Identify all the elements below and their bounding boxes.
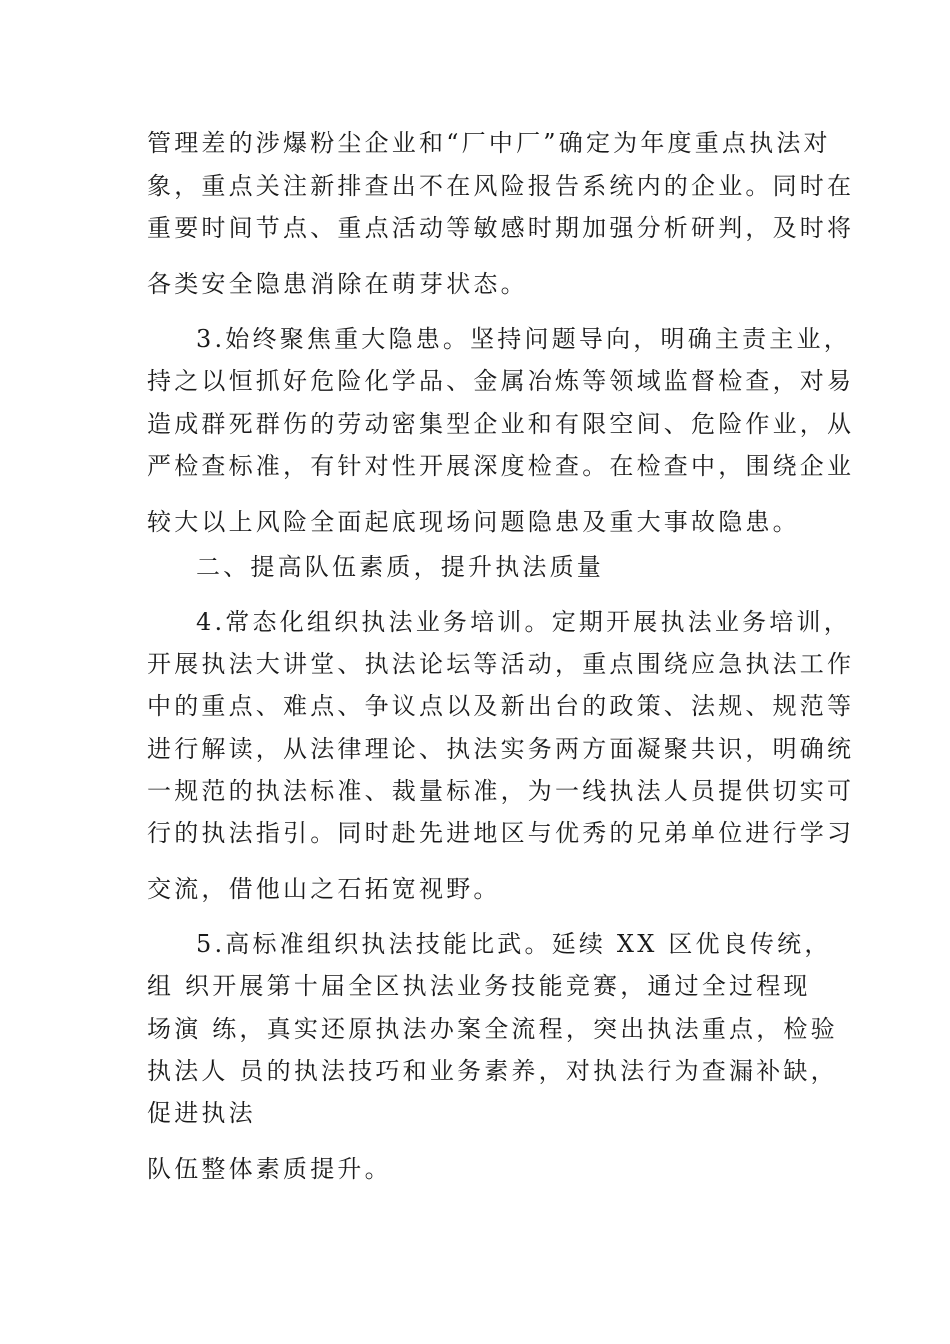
paragraph-line: 3.始终聚焦重大隐患。坚持问题导向，明确主责主业， bbox=[196, 325, 851, 353]
paragraph-line: 4.常态化组织执法业务培训。定期开展执法业务培训， bbox=[196, 608, 851, 636]
paragraph-line: 交流，借他山之石拓宽视野。 bbox=[147, 875, 501, 903]
paragraph-line: 重要时间节点、重点活动等敏感时期加强分析研判，及时将 bbox=[147, 214, 855, 242]
paragraph-line: 进行解读，从法律理论、执法实务两方面凝聚共识，明确统 bbox=[147, 735, 855, 763]
paragraph-line: 开展执法大讲堂、执法论坛等活动，重点围绕应急执法工作 bbox=[147, 650, 855, 678]
section-heading: 二、提高队伍素质，提升执法质量 bbox=[196, 553, 604, 581]
paragraph-line: 促进执法 bbox=[147, 1099, 256, 1127]
paragraph-line: 组 织开展第十届全区执法业务技能竞赛，通过全过程现 bbox=[147, 972, 811, 1000]
paragraph-line: 象，重点关注新排查出不在风险报告系统内的企业。同时在 bbox=[147, 172, 855, 200]
paragraph-line: 较大以上风险全面起底现场问题隐患及重大事故隐患。 bbox=[147, 508, 800, 536]
paragraph-line: 一规范的执法标准、裁量标准，为一线执法人员提供切实可 bbox=[147, 777, 855, 805]
paragraph-line: 各类安全隐患消除在萌芽状态。 bbox=[147, 270, 528, 298]
paragraph-line: 场演 练，真实还原执法办案全流程，突出执法重点，检验 bbox=[147, 1015, 838, 1043]
paragraph-line: 中的重点、难点、争议点以及新出台的政策、法规、规范等 bbox=[147, 692, 855, 720]
paragraph-line: 持之以恒抓好危险化学品、金属冶炼等领域监督检查，对易 bbox=[147, 367, 855, 395]
paragraph-line: 严检查标准，有针对性开展深度检查。在检查中，围绕企业 bbox=[147, 452, 855, 480]
paragraph-line: 造成群死群伤的劳动密集型企业和有限空间、危险作业，从 bbox=[147, 410, 855, 438]
paragraph-line: 管理差的涉爆粉尘企业和“厂中厂”确定为年度重点执法对 bbox=[147, 129, 831, 157]
paragraph-line: 队伍整体素质提升。 bbox=[147, 1155, 392, 1183]
paragraph-line: 执法人 员的执法技巧和业务素养，对执法行为查漏补缺， bbox=[147, 1057, 838, 1085]
paragraph-line: 5.高标准组织执法技能比武。延续 XX 区优良传统， bbox=[196, 930, 832, 958]
paragraph-line: 行的执法指引。同时赴先进地区与优秀的兄弟单位进行学习 bbox=[147, 819, 855, 847]
